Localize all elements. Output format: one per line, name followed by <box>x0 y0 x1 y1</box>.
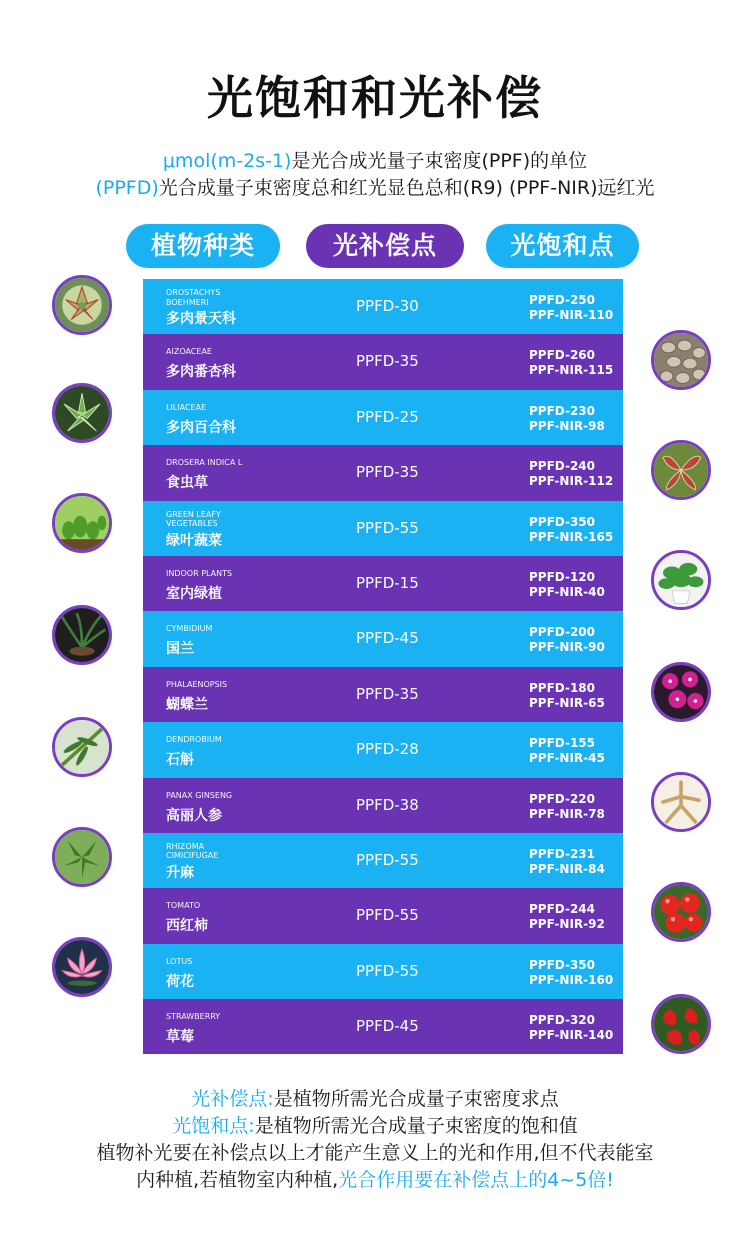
pebble-succulent-photo <box>651 330 711 390</box>
compensation-value: PPFD-30 <box>356 297 419 315</box>
table-row <box>143 556 623 611</box>
note-line-4 <box>0 1165 750 1192</box>
table-row <box>143 501 623 556</box>
compensation-value: PPFD-25 <box>356 407 419 426</box>
saturation-value <box>529 958 613 988</box>
saturation-ppfd: PPFD-260 <box>529 348 595 363</box>
strawberry-photo <box>651 994 711 1054</box>
species-english: AIZOACEAE <box>166 347 212 357</box>
compensation-value: PPFD-35 <box>356 684 419 703</box>
species-english: RHIZOMA CIMICIFUGAE <box>166 841 219 861</box>
species-chinese: 绿叶蔬菜 <box>166 532 222 549</box>
ginseng-photo <box>651 772 711 832</box>
saturation-ppf-nir: PPF-NIR-160 <box>529 972 614 987</box>
saturation-ppfd: PPFD-240 <box>529 459 595 474</box>
note-line-4-text: 内种植,若植物室内种植, <box>136 1169 339 1191</box>
table-row <box>143 279 623 334</box>
species-chinese: 升麻 <box>166 864 194 881</box>
light-table <box>143 279 623 1054</box>
saturation-ppf-nir: PPF-NIR-165 <box>529 529 614 544</box>
species-chinese: 草莓 <box>166 1029 194 1046</box>
phalaenopsis-photo <box>651 662 711 722</box>
species-chinese: 食虫草 <box>166 475 208 492</box>
saturation-ppfd: PPFD-320 <box>529 1013 595 1028</box>
table-row <box>143 999 623 1054</box>
saturation-value <box>529 1013 613 1043</box>
saturation-ppf-nir: PPF-NIR-84 <box>529 861 605 876</box>
saturation-value <box>529 902 605 932</box>
compensation-value: PPFD-35 <box>356 463 419 482</box>
saturation-ppfd: PPFD-180 <box>529 680 595 695</box>
table-row <box>143 445 623 500</box>
saturation-ppf-nir: PPF-NIR-45 <box>529 751 605 766</box>
saturation-ppfd: PPFD-120 <box>529 569 595 584</box>
species-english: OROSTACHYS BOEHMERI <box>166 288 221 307</box>
indoor-plant-photo <box>651 550 711 610</box>
saturation-value <box>529 736 605 766</box>
saturation-ppfd: PPFD-230 <box>529 403 595 418</box>
page-title: 光饱和和光补偿 <box>207 71 543 125</box>
saturation-ppfd: PPFD-231 <box>529 846 595 861</box>
species-chinese: 多肉番杏科 <box>166 364 236 381</box>
table-row <box>143 611 623 666</box>
saturation-value <box>529 459 613 489</box>
species-english: LILIACEAE <box>166 402 207 412</box>
saturation-value <box>529 348 613 378</box>
haworthia-photo <box>52 383 112 443</box>
compensation-value: PPFD-55 <box>356 961 419 980</box>
species-chinese: 西红柿 <box>166 918 208 935</box>
tomato-photo <box>651 882 711 942</box>
table-row <box>143 390 623 445</box>
species-english: DENDROBIUM <box>166 735 222 745</box>
note-line-3: 植物补光要在补偿点以上才能产生意义上的光和作用,但不代表能室 <box>96 1142 654 1164</box>
venus-flytrap-photo <box>651 440 711 500</box>
saturation-ppf-nir: PPF-NIR-115 <box>529 363 614 378</box>
saturation-ppf-nir: PPF-NIR-90 <box>529 640 605 655</box>
species-english: LOTUS <box>166 956 193 966</box>
species-english: PANAX GINSENG <box>166 790 233 800</box>
subtitle-line-2 <box>0 173 750 200</box>
leafy-greens-photo <box>52 493 112 553</box>
saturation-value <box>529 625 605 655</box>
table-row <box>143 944 623 999</box>
note-line-4-highlight: 光合作用要在补偿点上的4~5倍! <box>338 1169 614 1191</box>
species-chinese: 蝴蝶兰 <box>166 696 208 713</box>
table-row <box>143 722 623 777</box>
compensation-value: PPFD-55 <box>356 518 419 537</box>
table-row <box>143 667 623 722</box>
species-english: INDOOR PLANTS <box>166 568 233 578</box>
header-saturation: 光饱和点 <box>486 224 639 268</box>
species-english: STRAWBERRY <box>166 1012 221 1022</box>
saturation-value <box>529 847 605 877</box>
species-chinese: 荷花 <box>166 973 194 990</box>
compensation-value: PPFD-45 <box>356 629 419 648</box>
note-compensation-text: 是植物所需光合成量子束密度求点 <box>273 1088 559 1110</box>
table-row <box>143 833 623 888</box>
saturation-value <box>529 515 613 545</box>
table-row <box>143 778 623 833</box>
header-species: 植物种类 <box>126 224 280 268</box>
saturation-value <box>529 792 605 822</box>
species-english: CYMBIDIUM <box>166 624 213 634</box>
compensation-value: PPFD-55 <box>356 906 419 925</box>
succulent-photo <box>52 275 112 335</box>
compensation-value: PPFD-15 <box>356 573 419 592</box>
species-chinese: 石斛 <box>166 752 194 769</box>
subtitle-line-1 <box>0 146 750 173</box>
lotus-photo <box>52 937 112 997</box>
note-compensation-label: 光补偿点: <box>191 1088 274 1110</box>
saturation-ppf-nir: PPF-NIR-110 <box>529 308 614 322</box>
compensation-value: PPFD-38 <box>356 795 419 814</box>
species-english: TOMATO <box>166 901 201 911</box>
subtitle-unit-2: (PPFD) <box>95 177 159 199</box>
note-compensation <box>0 1084 750 1111</box>
compensation-value: PPFD-35 <box>356 352 419 371</box>
saturation-ppfd: PPFD-220 <box>529 791 595 806</box>
header-compensation: 光补偿点 <box>306 224 464 268</box>
saturation-ppfd: PPFD-244 <box>529 902 595 917</box>
saturation-value <box>529 404 605 434</box>
saturation-value <box>529 293 613 323</box>
cymbidium-photo <box>52 605 112 665</box>
dendrobium-photo <box>52 717 112 777</box>
saturation-ppf-nir: PPF-NIR-65 <box>529 695 605 710</box>
note-saturation-text: 是植物所需光合成量子束密度的饱和值 <box>254 1115 578 1137</box>
species-english: PHALAENOPSIS <box>166 679 228 689</box>
subtitle-text-2: 光合成量子束密度总和红光显色总和(R9) (PPF-NIR)远红光 <box>158 177 655 199</box>
compensation-value: PPFD-28 <box>356 740 419 759</box>
note-saturation <box>0 1111 750 1138</box>
species-chinese: 多肉景天科 <box>166 311 236 327</box>
note-saturation-label: 光饱和点: <box>172 1115 255 1137</box>
saturation-ppfd: PPFD-350 <box>529 957 595 972</box>
saturation-value <box>529 681 605 711</box>
species-chinese: 高丽人参 <box>166 807 222 824</box>
saturation-ppf-nir: PPF-NIR-92 <box>529 917 605 932</box>
subtitle-text-1: 是光合成光量子束密度(PPF)的单位 <box>291 150 588 172</box>
subtitle-unit-1: μmol(m-2s-1) <box>162 150 292 172</box>
saturation-ppfd: PPFD-155 <box>529 736 595 751</box>
saturation-ppf-nir: PPF-NIR-112 <box>529 474 614 489</box>
saturation-ppf-nir: PPF-NIR-140 <box>529 1028 614 1043</box>
table-row <box>143 888 623 943</box>
saturation-ppf-nir: PPF-NIR-40 <box>529 584 605 599</box>
species-chinese: 多肉百合科 <box>166 419 236 436</box>
species-chinese: 室内绿植 <box>166 585 222 602</box>
saturation-ppfd: PPFD-250 <box>529 293 595 307</box>
saturation-ppf-nir: PPF-NIR-78 <box>529 806 605 821</box>
cimicifuga-photo <box>52 827 112 887</box>
species-english: GREEN LEAFY VEGETABLES <box>166 509 221 529</box>
saturation-ppfd: PPFD-200 <box>529 625 595 640</box>
table-row <box>143 334 623 389</box>
compensation-value: PPFD-55 <box>356 850 419 869</box>
species-english: DROSERA INDICA L <box>166 458 243 468</box>
species-chinese: 国兰 <box>166 641 194 658</box>
saturation-ppfd: PPFD-350 <box>529 514 595 529</box>
saturation-ppf-nir: PPF-NIR-98 <box>529 418 605 433</box>
saturation-value <box>529 570 605 600</box>
compensation-value: PPFD-45 <box>356 1017 419 1036</box>
